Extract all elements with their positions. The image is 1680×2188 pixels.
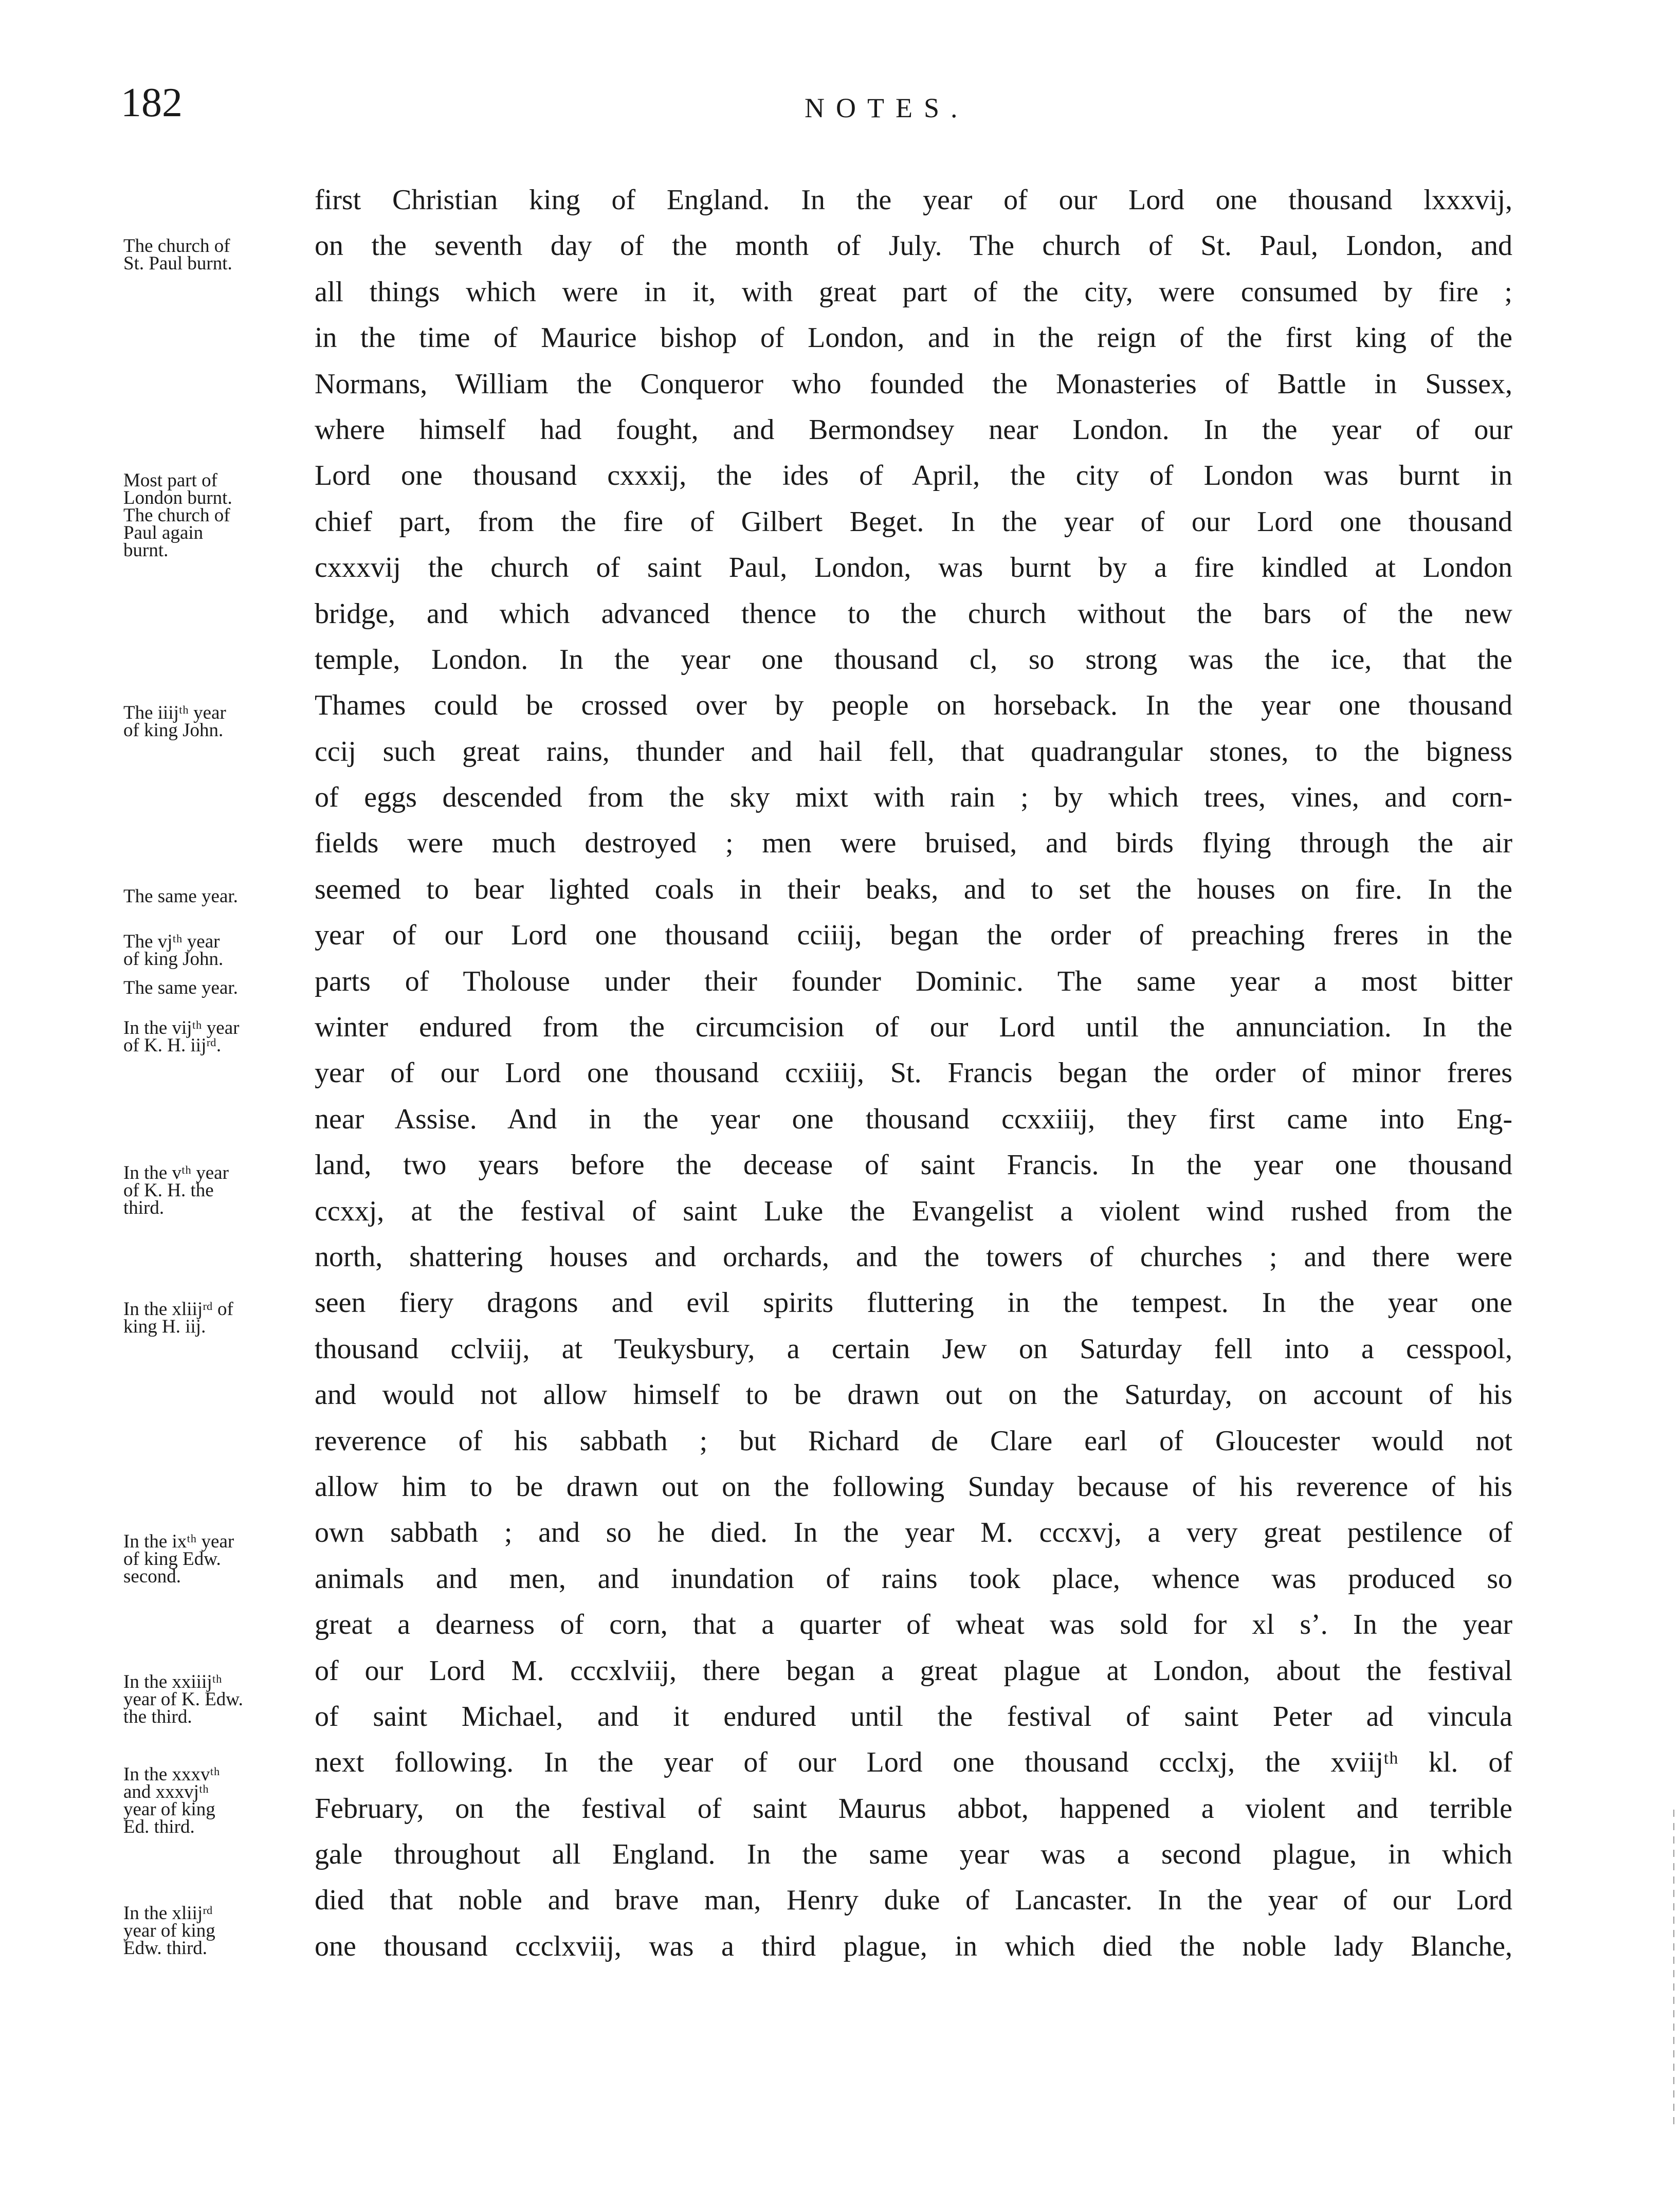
margin-note-line: London burnt. [123, 487, 232, 508]
text-line: where himself had fought, and Bermondsey near London. In the year of our [315, 413, 1512, 446]
margin-note [123, 1019, 298, 1054]
page-number: 182 [121, 80, 182, 125]
margin-note [123, 1164, 298, 1217]
margin-note-line: burnt. [123, 540, 169, 561]
margin-note [123, 472, 298, 559]
text-line: reverence of his sabbath ; but Richard de Clare earl of Gloucester would not [315, 1425, 1512, 1457]
text-line: died that noble and brave man, Henry duke of Lancaster. In the year of our Lord [315, 1884, 1512, 1917]
text-line: ccxxj, at the festival of saint Luke the Evangelist a violent wind rushed from the [315, 1195, 1512, 1227]
margin-note-line: year of king [123, 1920, 215, 1941]
margin-note-line: In the ixᵗʰ year [123, 1531, 234, 1552]
margin-note-line: In the vijᵗʰ year [123, 1017, 240, 1038]
margin-note [123, 704, 298, 739]
text-line: February, on the festival of saint Maurus abbot, happened a violent and terrible [315, 1792, 1512, 1825]
margin-note-line: Ed. third. [123, 1816, 195, 1837]
margin-note-line: In the xliijʳᵈ of [123, 1299, 233, 1320]
text-line: in the time of Maurice bishop of London, and in the reign of the first king of the [315, 322, 1512, 354]
margin-note [123, 1766, 298, 1836]
margin-note-line: of king John. [123, 949, 224, 970]
text-line: bridge, and which advanced thence to the church without the bars of the new [315, 597, 1512, 630]
margin-note-line: The iiijᵗʰ year [123, 702, 226, 723]
margin-note [123, 235, 298, 274]
text-line: Lord one thousand cxxxij, the ides of April, the city of London was burnt in [315, 460, 1512, 492]
text-line: of saint Michael, and it endured until the festival of saint Peter ad vincula [315, 1700, 1512, 1733]
text-line: one thousand ccclxviij, was a third plague, in which died the noble lady Blanche, [315, 1930, 1512, 1962]
text-line: year of our Lord one thousand cciiij, began the order of preaching freres in the [315, 919, 1512, 952]
text-line: Normans, William the Conqueror who founded the Monasteries of Battle in Sussex, [315, 368, 1512, 400]
margin-note [123, 888, 298, 905]
margin-note [123, 1533, 298, 1585]
margin-note-line: Most part of [123, 470, 217, 491]
margin-note-line: of K. H. the [123, 1180, 214, 1201]
text-line: own sabbath ; and so he died. In the year M. cccxvj, a very great pestilence of [315, 1517, 1512, 1549]
margin-note-line: third. [123, 1197, 165, 1218]
text-line: gale throughout all England. In the same year was a second plague, in which [315, 1838, 1512, 1871]
text-line: all things which were in it, with great part of the city, were consumed by fire ; [315, 276, 1512, 308]
text-line: seemed to bear lighted coals in their beaks, and to set the houses on fire. In the [315, 873, 1512, 905]
margin-note-line: The vjᵗʰ year [123, 931, 220, 952]
margin-note-line: of king Edw. [123, 1548, 221, 1570]
text-line: Thames could be crossed over by people on horseback. In the year one thousand [315, 689, 1512, 722]
margin-note-line: The same year. [123, 977, 238, 998]
text-line: winter endured from the circumcision of our Lord until the annunciation. In the [315, 1011, 1512, 1044]
margin-note-line: year of king [123, 1799, 215, 1820]
text-line: temple, London. In the year one thousand cl, so strong was the ice, that the [315, 643, 1512, 676]
text-line: ccij such great rains, thunder and hail fell, that quadrangular stones, to the bigness [315, 735, 1512, 768]
margin-note [123, 1301, 298, 1336]
text-line: of our Lord M. cccxlviij, there began a great plague at London, about the festival [315, 1654, 1512, 1687]
text-line: land, two years before the decease of saint Francis. In the year one thousand [315, 1149, 1512, 1181]
margin-note-line: In the xliijʳᵈ [123, 1903, 213, 1924]
margin-note-line: of K. H. iijʳᵈ. [123, 1035, 222, 1056]
text-line: seen fiery dragons and evil spirits fluttering in the tempest. In the year one [315, 1287, 1512, 1319]
margin-note [123, 1905, 298, 1957]
margin-note-line: The same year. [123, 886, 238, 907]
margin-note-line: second. [123, 1566, 181, 1587]
text-line: near Assise. And in the year one thousand ccxxiiij, they first came into Eng- [315, 1103, 1512, 1135]
margin-note-line: St. Paul burnt. [123, 253, 232, 274]
text-line: cxxxvij the church of saint Paul, London, was burnt by a fire kindled at London [315, 552, 1512, 584]
margin-note-line: and xxxvjᵗʰ [123, 1781, 209, 1802]
margin-note-line: In the vᵗʰ year [123, 1162, 229, 1183]
text-line: great a dearness of corn, that a quarter of wheat was sold for xl s’. In the year [315, 1609, 1512, 1641]
margin-note [123, 979, 298, 997]
text-line: thousand cclviij, at Teukysbury, a certain Jew on Saturday fell into a cesspool, [315, 1333, 1512, 1365]
text-line: next following. In the year of our Lord one thousand ccclxj, the xviijᵗʰ kl. of [315, 1746, 1512, 1779]
text-line: on the seventh day of the month of July. The church of St. Paul, London, and [315, 230, 1512, 262]
margin-note-line: In the xxxvᵗʰ [123, 1764, 220, 1785]
margin-note-line: year of K. Edw. [123, 1689, 243, 1710]
margin-note-line: Paul again [123, 522, 204, 543]
body-text [315, 177, 1512, 1970]
text-line: chief part, from the fire of Gilbert Beget. In the year of our Lord one thousand [315, 505, 1512, 538]
text-line: first Christian king of England. In the year of our Lord one thousand lxxxvij, [315, 184, 1512, 216]
text-line: animals and men, and inundation of rains took place, whence was produced so [315, 1562, 1512, 1595]
running-head: NOTES. [805, 93, 969, 123]
text-line: allow him to be drawn out on the following Sunday because of his reverence of his [315, 1470, 1512, 1503]
text-line: and would not allow himself to be drawn out on the Saturday, on account of his [315, 1379, 1512, 1411]
margin-note-line: of king John. [123, 720, 224, 741]
text-line: north, shattering houses and orchards, and the towers of churches ; and there were [315, 1241, 1512, 1273]
page-edge-rule [1673, 1810, 1674, 2128]
text-line: of eggs descended from the sky mixt with rain ; by which trees, vines, and corn- [315, 781, 1512, 814]
margin-note-line: In the xxiiijᵗʰ [123, 1671, 222, 1692]
margin-note-line: The church of [123, 235, 230, 257]
text-line: fields were much destroyed ; men were bruised, and birds flying through the air [315, 827, 1512, 860]
margin-notes [0, 0, 298, 2188]
margin-note-line: The church of [123, 505, 230, 526]
margin-note [123, 933, 298, 968]
text-line: parts of Tholouse under their founder Dominic. The same year a most bitter [315, 965, 1512, 997]
margin-note [123, 1673, 298, 1726]
margin-note-line: the third. [123, 1706, 192, 1727]
margin-note-line: king H. iij. [123, 1316, 206, 1337]
text-line: year of our Lord one thousand ccxiiij, St. Francis began the order of minor freres [315, 1057, 1512, 1089]
margin-note-line: Edw. third. [123, 1938, 208, 1959]
